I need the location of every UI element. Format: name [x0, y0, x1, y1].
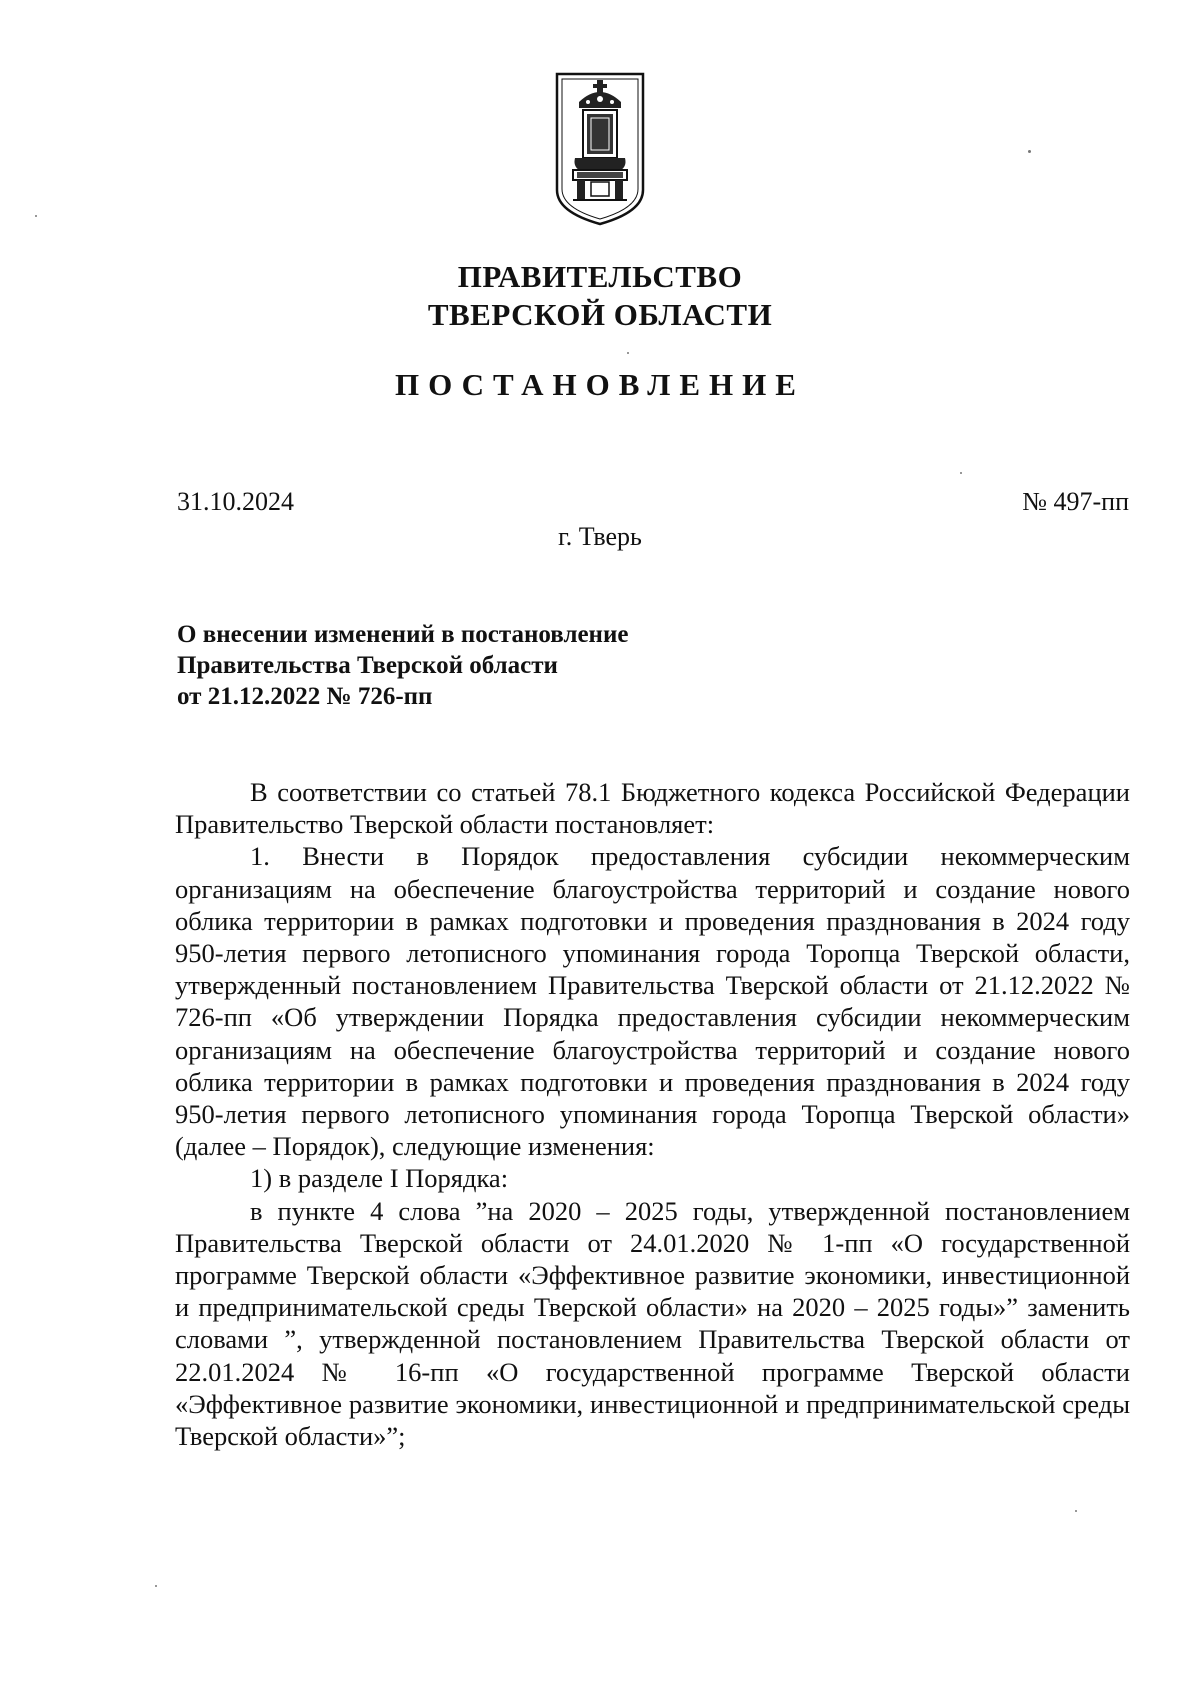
subject-line: Правительства Тверской области [177, 652, 558, 679]
organization-name-line1: ПРАВИТЕЛЬСТВО [457, 259, 743, 294]
scan-speck [627, 352, 629, 354]
body-paragraph-item-1: 1. Внести в Порядок предоставления субсидии некоммерческим организациям на обеспечение благоустройства территорий и создание нового облика территории в рамках подготовки и проведения празднования в 2024 году 950-летия первого летописного упоминания города Торопца Тверской области, утвержденный постановлением Правительства Тверской области от 21.12.2022 № 726-пп «Об утверждении Порядка предоставления субсидии некоммерческим организациям на обеспечение благоустройства территорий и создание нового облика территории в рамках подготовки и проведения празднования в 2024 году 950-летия первого летописного упоминания города Торопца Тверской области» (далее – Порядок), следующие изменения: [175, 841, 1130, 1162]
tver-coat-of-arms-icon [555, 72, 645, 226]
scan-speck [960, 472, 962, 474]
organization-name-line2: ТВЕРСКОЙ ОБЛАСТИ [427, 297, 773, 332]
body-paragraph-preamble: В соответствии со статьей 78.1 Бюджетного кодекса Российской Федерации Правительство Тверской области постановляет: [175, 777, 1130, 840]
subject-line: О внесении изменений в постановление [177, 621, 629, 648]
subject-line: от 21.12.2022 № 726-пп [177, 683, 433, 710]
scan-speck [155, 1585, 157, 1587]
document-number: № 497-пп [1022, 487, 1129, 516]
scan-speck [1028, 150, 1031, 153]
document-date: 31.10.2024 [177, 487, 294, 516]
body-paragraph-clause-4: в пункте 4 слова ”на 2020 – 2025 годы, утвержденной постановлением Правительства Тверской области от 24.01.2020 № 1-пп «О государственной программе Тверской области «Эффективное развитие экономики, инвестиционной и предпринимательской среды Тверской области» на 2020 – 2025 годы»” заменить словами ”, утвержденной постановлением Правительства Тверской области от 22.01.2024 № 16-пп «О государственной программе Тверской области «Эффективное развитие экономики, инвестиционной и предпринимательской среды Тверской области»”; [175, 1195, 1130, 1452]
document-type-title: ПОСТАНОВЛЕНИЕ [395, 367, 805, 402]
document-subject [177, 619, 737, 712]
scan-speck [35, 215, 37, 217]
body-paragraph-subitem-1: 1) в разделе I Порядка: [250, 1163, 509, 1194]
document-city: г. Тверь [558, 522, 642, 551]
scan-speck [1075, 1510, 1077, 1512]
document-body [175, 776, 1130, 1452]
